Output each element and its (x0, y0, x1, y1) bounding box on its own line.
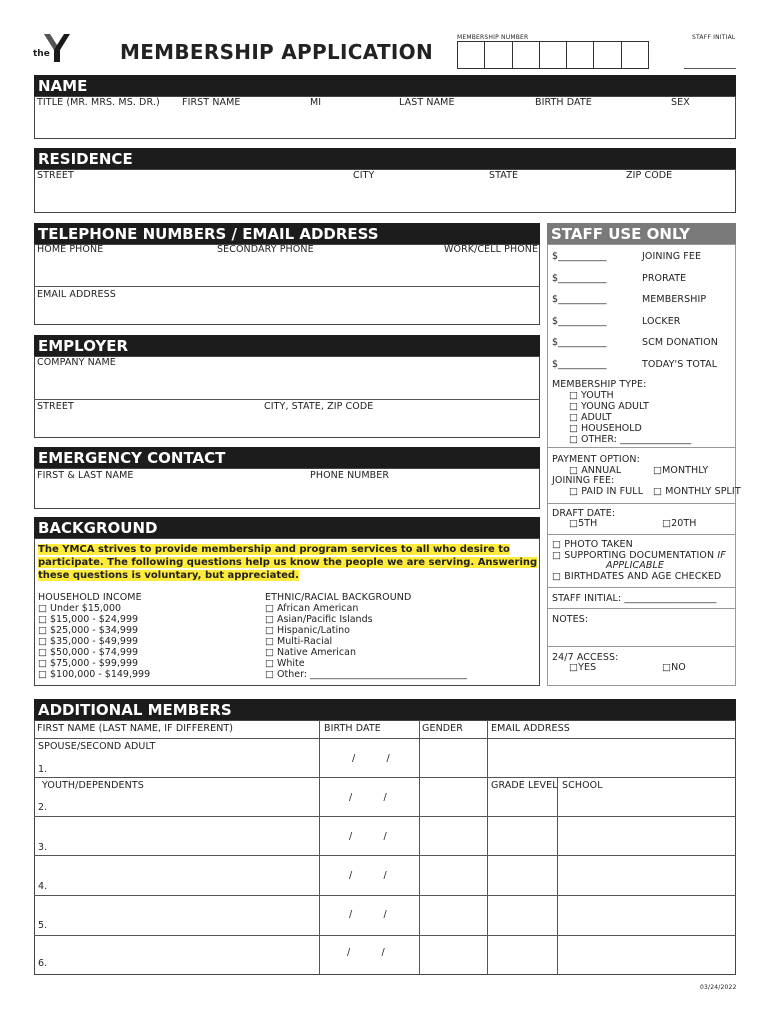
draft-20th-checkbox[interactable]: □20TH (662, 518, 697, 529)
revision-date: 03/24/2022 (700, 984, 737, 991)
street-label: STREET (37, 170, 74, 181)
grade-level-header: GRADE LEVEL (491, 780, 558, 791)
sex-label: SEX (671, 97, 690, 108)
access-label: 24/7 ACCESS: (552, 652, 619, 663)
col-name-header: FIRST NAME (LAST NAME, IF DIFFERENT) (37, 723, 234, 734)
income-option[interactable]: □ $15,000 - $24,999 (38, 614, 139, 625)
fee-row[interactable]: $__________ MEMBERSHIP (552, 294, 707, 305)
membership-type-label: MEMBERSHIP TYPE: (552, 379, 647, 390)
city-label: CITY (353, 170, 375, 181)
income-option[interactable]: □ $25,000 - $34,999 (38, 625, 139, 636)
ethnic-option[interactable]: □ White (265, 658, 305, 669)
draft-date-label: DRAFT DATE: (552, 508, 616, 519)
membership-type-options[interactable] (569, 390, 691, 445)
birthdates-checked-checkbox[interactable]: □ BIRTHDATES AND AGE CHECKED (552, 571, 722, 582)
paid-in-full-checkbox[interactable]: □ PAID IN FULL (569, 486, 644, 497)
income-option[interactable]: □ $100,000 - $149,999 (38, 669, 151, 680)
secondary-phone-label: SECONDARY PHONE (217, 244, 314, 255)
income-option[interactable]: □ $50,000 - $74,999 (38, 647, 139, 658)
photo-taken-checkbox[interactable]: □ PHOTO TAKEN (552, 539, 633, 550)
membership-type-option[interactable]: □ YOUNG ADULT (569, 401, 649, 412)
birth-date-slashes[interactable]: / / (349, 909, 387, 920)
row-number: 1. (38, 764, 48, 775)
supporting-doc-checkbox[interactable]: □ SUPPORTING DOCUMENTATION IF (552, 550, 726, 561)
youth-label: YOUTH/DEPENDENTS (42, 780, 144, 791)
row-number: 5. (38, 920, 48, 931)
ethnic-option[interactable]: □ Other: _________________________________ (265, 669, 467, 680)
income-options[interactable] (38, 603, 150, 680)
employer-heading: EMPLOYER (34, 335, 540, 356)
income-option[interactable]: □ $75,000 - $99,999 (38, 658, 139, 669)
background-heading: BACKGROUND (34, 517, 540, 538)
additional-members-heading: ADDITIONAL MEMBERS (34, 699, 736, 720)
birth-date-slashes[interactable]: / / (349, 870, 387, 881)
fee-row[interactable]: $__________ PRORATE (552, 272, 687, 284)
fee-row[interactable]: $__________ LOCKER (552, 315, 681, 327)
staff-initial-label: STAFF INITIAL (692, 34, 736, 41)
employer-box[interactable] (34, 356, 540, 438)
staff-use-heading: STAFF USE ONLY (547, 223, 736, 244)
ethnic-option[interactable]: □ Asian/Pacific Islands (265, 614, 373, 625)
state-label: STATE (489, 170, 519, 181)
spouse-label: SPOUSE/SECOND ADULT (38, 741, 156, 752)
joining-fee-label: JOINING FEE: (552, 475, 615, 486)
ethnic-option[interactable]: □ Native American (265, 647, 356, 658)
ymca-logo (30, 32, 78, 64)
access-no-checkbox[interactable]: □NO (662, 662, 686, 673)
access-yes-checkbox[interactable]: □YES (569, 662, 597, 673)
telephone-box[interactable] (34, 244, 540, 325)
zip-code-label: ZIP CODE (626, 170, 673, 181)
city-state-zip-label: CITY, STATE, ZIP CODE (264, 401, 374, 412)
ethnic-option[interactable]: □ Hispanic/Latino (265, 625, 350, 636)
name-heading: NAME (34, 75, 736, 96)
telephone-heading: TELEPHONE NUMBERS / EMAIL ADDRESS (34, 223, 540, 244)
staff-initial-line[interactable] (684, 68, 736, 69)
logo-text: the (33, 49, 50, 59)
draft-5th-checkbox[interactable]: □5TH (569, 518, 598, 529)
ethnic-label: ETHNIC/RACIAL BACKGROUND (265, 592, 412, 603)
birth-date-label: BIRTH DATE (535, 97, 592, 108)
ethnic-options[interactable] (265, 603, 467, 680)
home-phone-label: HOME PHONE (37, 244, 104, 255)
membership-type-option[interactable]: □ YOUTH (569, 390, 614, 401)
membership-type-option[interactable]: □ OTHER: _______________ (569, 434, 692, 445)
payment-annual-checkbox[interactable]: □ ANNUAL (569, 465, 622, 476)
row-number: 2. (38, 802, 48, 813)
col-email-header: EMAIL ADDRESS (491, 723, 570, 734)
email-label: EMAIL ADDRESS (37, 289, 116, 300)
birth-date-slashes[interactable]: / / (349, 792, 387, 803)
company-name-label: COMPANY NAME (37, 357, 116, 368)
emergency-heading: EMERGENCY CONTACT (34, 447, 540, 468)
fee-row[interactable]: $__________ SCM DONATION (552, 337, 718, 348)
membership-number-boxes[interactable] (457, 41, 649, 69)
col-birth-header: BIRTH DATE (324, 723, 381, 734)
row-number: 4. (38, 881, 48, 892)
if-applicable-note: APPLICABLE (606, 560, 664, 571)
residence-heading: RESIDENCE (34, 148, 736, 169)
fee-list (552, 251, 732, 380)
mi-label: MI (310, 97, 322, 108)
birth-date-slashes[interactable]: / / (352, 753, 390, 764)
school-header: SCHOOL (562, 780, 603, 791)
staff-initial-field[interactable]: STAFF INITIAL: ___________________ (552, 593, 717, 604)
income-option[interactable]: □ $35,000 - $49,999 (38, 636, 139, 647)
payment-monthly-checkbox[interactable]: □MONTHLY (653, 465, 709, 476)
last-name-label: LAST NAME (399, 97, 455, 108)
membership-type-option[interactable]: □ HOUSEHOLD (569, 423, 642, 434)
birth-date-slashes[interactable]: / / (347, 947, 385, 958)
membership-number-label: MEMBERSHIP NUMBER (457, 34, 529, 41)
work-phone-label: WORK/CELL PHONE (444, 244, 539, 255)
first-name-label: FIRST NAME (182, 97, 241, 108)
emergency-name-label: FIRST & LAST NAME (37, 470, 134, 481)
ethnic-option[interactable]: □ Multi-Racial (265, 636, 333, 647)
background-intro: The YMCA strives to provide membership and program services to all who desire to participate. The following questions help us know the people we are serving. Answering these questions is voluntary, but appreciated. (38, 544, 538, 581)
row-number: 6. (38, 958, 48, 969)
membership-type-option[interactable]: □ ADULT (569, 412, 612, 423)
ethnic-option[interactable]: □ African American (265, 603, 359, 614)
fee-row[interactable]: $__________ TODAY'S TOTAL (552, 358, 718, 370)
row-number: 3. (38, 842, 48, 853)
emergency-phone-label: PHONE NUMBER (310, 470, 390, 481)
page-title: MEMBERSHIP APPLICATION (120, 40, 433, 64)
household-income-label: HOUSEHOLD INCOME (38, 592, 142, 603)
birth-date-slashes[interactable]: / / (349, 831, 387, 842)
notes-label: NOTES: (552, 614, 589, 625)
title-field-label: TITLE (MR. MRS. MS. DR.) (37, 97, 160, 108)
employer-street-label: STREET (37, 401, 74, 412)
fee-row[interactable]: $__________ JOINING FEE (552, 251, 702, 262)
income-option[interactable]: □ Under $15,000 (38, 603, 122, 614)
monthly-split-checkbox[interactable]: □ MONTHLY SPLIT (653, 486, 741, 497)
col-gender-header: GENDER (422, 723, 463, 734)
payment-option-label: PAYMENT OPTION: (552, 454, 640, 465)
